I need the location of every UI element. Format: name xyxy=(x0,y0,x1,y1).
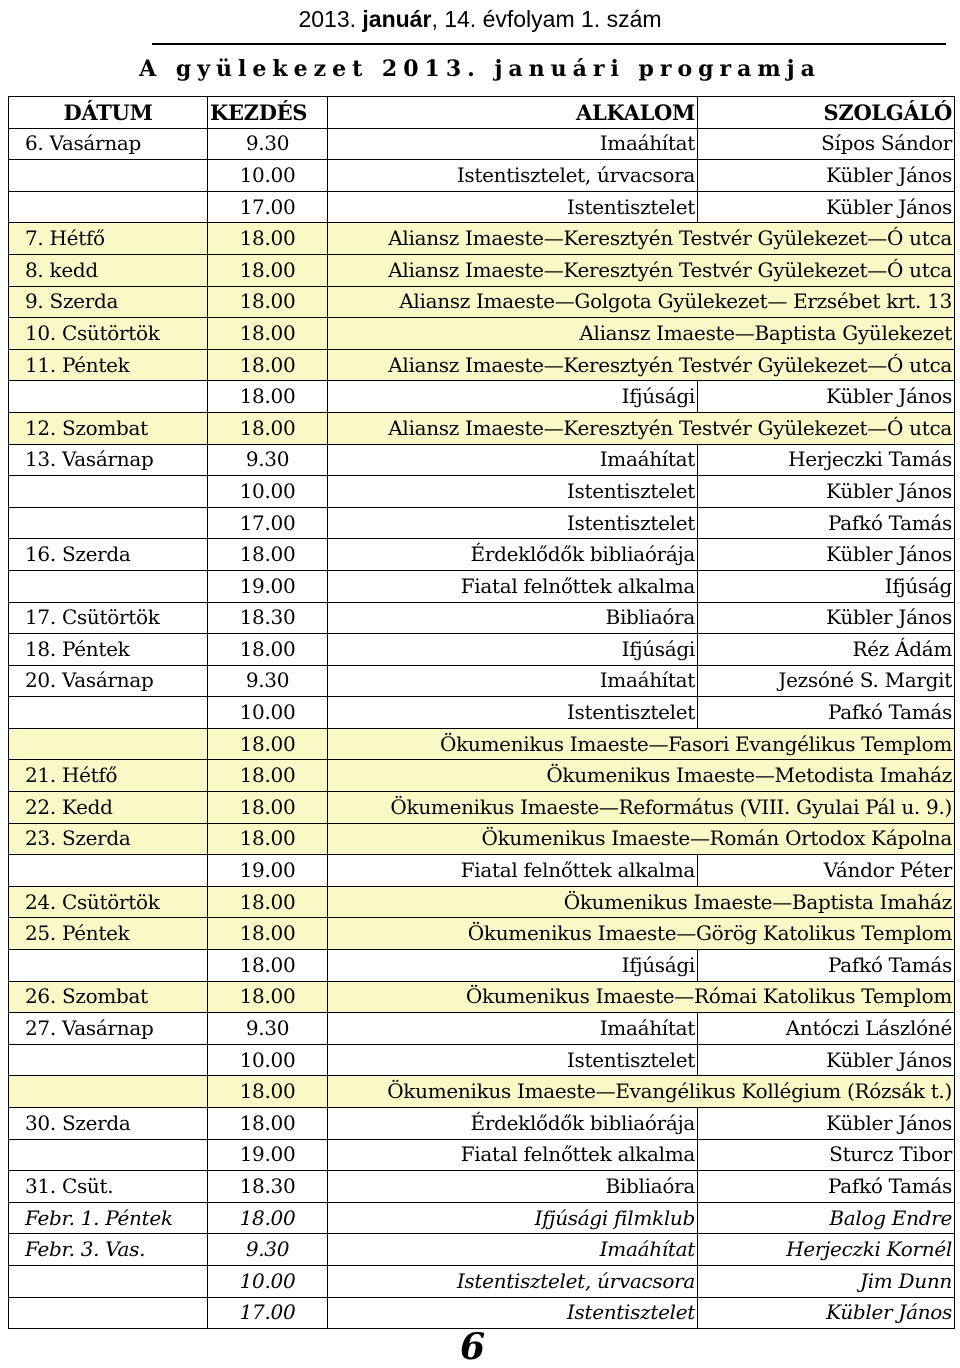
server-cell: Kübler János xyxy=(698,191,955,223)
server-cell: Herjeczki Kornél xyxy=(698,1234,955,1266)
event-cell: Ökumenikus Imaeste—Görög Katolikus Templom xyxy=(328,918,955,950)
date-cell: 11. Péntek xyxy=(9,349,208,381)
event-cell: Imaáhítat xyxy=(328,1234,698,1266)
date-cell xyxy=(9,507,208,539)
table-row xyxy=(9,1234,955,1266)
date-cell xyxy=(9,728,208,760)
date-cell: Febr. 1. Péntek xyxy=(9,1202,208,1234)
start-time-cell: 10.00 xyxy=(208,1044,328,1076)
date-cell: 8. kedd xyxy=(9,254,208,286)
start-time-cell: 18.00 xyxy=(208,1076,328,1108)
event-cell: Aliansz Imaeste—Keresztyén Testvér Gyülekezet—Ó utca xyxy=(328,223,955,255)
event-cell: Ökumenikus Imaeste—Római Katolikus Templom xyxy=(328,981,955,1013)
server-cell: Jim Dunn xyxy=(698,1265,955,1297)
date-cell xyxy=(9,950,208,982)
event-cell: Ökumenikus Imaeste—Fasori Evangélikus Templom xyxy=(328,728,955,760)
table-row xyxy=(9,602,955,634)
event-cell: Ifjúsági filmklub xyxy=(328,1202,698,1234)
server-cell: Pafkó Tamás xyxy=(698,950,955,982)
table-row xyxy=(9,286,955,318)
start-time-cell: 10.00 xyxy=(208,1265,328,1297)
start-time-cell: 9.30 xyxy=(208,444,328,476)
date-cell xyxy=(9,1139,208,1171)
event-cell: Fiatal felnőttek alkalma xyxy=(328,855,698,887)
start-time-cell: 17.00 xyxy=(208,507,328,539)
date-cell xyxy=(9,1076,208,1108)
start-time-cell: 18.00 xyxy=(208,1108,328,1140)
event-cell: Aliansz Imaeste—Golgota Gyülekezet— Erzsébet krt. 13 xyxy=(328,286,955,318)
date-cell xyxy=(9,570,208,602)
event-cell: Istentisztelet xyxy=(328,1297,698,1329)
start-time-cell: 18.00 xyxy=(208,981,328,1013)
date-cell: 26. Szombat xyxy=(9,981,208,1013)
event-cell: Istentisztelet, úrvacsora xyxy=(328,160,698,192)
date-cell: 10. Csütörtök xyxy=(9,318,208,350)
table-row xyxy=(9,1076,955,1108)
date-cell xyxy=(9,191,208,223)
date-cell: 22. Kedd xyxy=(9,792,208,824)
table-row xyxy=(9,1044,955,1076)
table-row xyxy=(9,1171,955,1203)
start-time-cell: 17.00 xyxy=(208,1297,328,1329)
date-cell xyxy=(9,381,208,413)
date-cell: 21. Hétfő xyxy=(9,760,208,792)
start-time-cell: 18.00 xyxy=(208,349,328,381)
event-cell: Istentisztelet xyxy=(328,697,698,729)
date-cell: 27. Vasárnap xyxy=(9,1013,208,1045)
server-cell: Jezsóné S. Margit xyxy=(698,665,955,697)
event-cell: Istentisztelet xyxy=(328,191,698,223)
event-cell: Ökumenikus Imaeste—Metodista Imaház xyxy=(328,760,955,792)
event-cell: Bibliaóra xyxy=(328,602,698,634)
event-cell: Ifjúsági xyxy=(328,381,698,413)
server-cell: Kübler János xyxy=(698,476,955,508)
event-cell: Érdeklődők bibliaórája xyxy=(328,539,698,571)
table-row xyxy=(9,1202,955,1234)
start-time-cell: 18.00 xyxy=(208,318,328,350)
start-time-cell: 18.00 xyxy=(208,223,328,255)
column-header-server: SZOLGÁLÓ xyxy=(698,97,955,129)
date-cell: Febr. 3. Vas. xyxy=(9,1234,208,1266)
date-cell: 31. Csüt. xyxy=(9,1171,208,1203)
date-cell: 16. Szerda xyxy=(9,539,208,571)
start-time-cell: 18.00 xyxy=(208,286,328,318)
start-time-cell: 18.00 xyxy=(208,792,328,824)
event-cell: Fiatal felnőttek alkalma xyxy=(328,570,698,602)
table-row xyxy=(9,665,955,697)
table-row xyxy=(9,1139,955,1171)
table-row xyxy=(9,539,955,571)
date-cell: 17. Csütörtök xyxy=(9,602,208,634)
date-cell: 24. Csütörtök xyxy=(9,886,208,918)
server-cell: Pafkó Tamás xyxy=(698,697,955,729)
event-cell: Imaáhítat xyxy=(328,128,698,160)
event-cell: Istentisztelet xyxy=(328,1044,698,1076)
table-row xyxy=(9,855,955,887)
date-cell: 18. Péntek xyxy=(9,634,208,666)
event-cell: Ifjúsági xyxy=(328,950,698,982)
event-cell: Ökumenikus Imaeste—Román Ortodox Kápolna xyxy=(328,823,955,855)
date-cell xyxy=(9,1297,208,1329)
event-cell: Imaáhítat xyxy=(328,1013,698,1045)
table-row xyxy=(9,507,955,539)
date-cell xyxy=(9,855,208,887)
schedule-rows xyxy=(9,128,955,1329)
server-cell: Balog Endre xyxy=(698,1202,955,1234)
event-cell: Istentisztelet xyxy=(328,476,698,508)
page-number: 6 xyxy=(460,1326,486,1368)
table-row xyxy=(9,823,955,855)
start-time-cell: 19.00 xyxy=(208,855,328,887)
start-time-cell: 18.00 xyxy=(208,760,328,792)
event-cell: Aliansz Imaeste—Keresztyén Testvér Gyülekezet—Ó utca xyxy=(328,349,955,381)
start-time-cell: 18.00 xyxy=(208,950,328,982)
date-cell xyxy=(9,697,208,729)
table-row xyxy=(9,381,955,413)
start-time-cell: 18.00 xyxy=(208,918,328,950)
event-cell: Bibliaóra xyxy=(328,1171,698,1203)
table-row xyxy=(9,570,955,602)
start-time-cell: 18.00 xyxy=(208,823,328,855)
start-time-cell: 10.00 xyxy=(208,160,328,192)
header-rule xyxy=(152,43,946,45)
table-row xyxy=(9,886,955,918)
date-cell xyxy=(9,476,208,508)
event-cell: Ökumenikus Imaeste—Baptista Imaház xyxy=(328,886,955,918)
start-time-cell: 18.00 xyxy=(208,1202,328,1234)
event-cell: Aliansz Imaeste—Keresztyén Testvér Gyülekezet—Ó utca xyxy=(328,412,955,444)
start-time-cell: 9.30 xyxy=(208,128,328,160)
table-row xyxy=(9,918,955,950)
start-time-cell: 10.00 xyxy=(208,476,328,508)
schedule-table xyxy=(8,96,955,1329)
server-cell: Pafkó Tamás xyxy=(698,507,955,539)
server-cell: Kübler János xyxy=(698,1297,955,1329)
date-cell xyxy=(9,160,208,192)
table-row xyxy=(9,349,955,381)
date-cell xyxy=(9,1265,208,1297)
server-cell: Pafkó Tamás xyxy=(698,1171,955,1203)
table-row xyxy=(9,254,955,286)
date-cell: 20. Vasárnap xyxy=(9,665,208,697)
server-cell: Kübler János xyxy=(698,602,955,634)
table-row xyxy=(9,950,955,982)
table-row xyxy=(9,160,955,192)
start-time-cell: 18.00 xyxy=(208,886,328,918)
column-header-event: ALKALOM xyxy=(328,97,698,129)
event-cell: Aliansz Imaeste—Baptista Gyülekezet xyxy=(328,318,955,350)
column-header-date: DÁTUM xyxy=(9,97,208,129)
date-cell: 23. Szerda xyxy=(9,823,208,855)
server-cell: Vándor Péter xyxy=(698,855,955,887)
table-row xyxy=(9,697,955,729)
start-time-cell: 18.00 xyxy=(208,539,328,571)
start-time-cell: 17.00 xyxy=(208,191,328,223)
event-cell: Imaáhítat xyxy=(328,665,698,697)
start-time-cell: 18.00 xyxy=(208,254,328,286)
date-cell xyxy=(9,1044,208,1076)
table-row xyxy=(9,318,955,350)
table-row xyxy=(9,1265,955,1297)
table-row xyxy=(9,1297,955,1329)
server-cell: Herjeczki Tamás xyxy=(698,444,955,476)
event-cell: Istentisztelet, úrvacsora xyxy=(328,1265,698,1297)
start-time-cell: 18.00 xyxy=(208,634,328,666)
event-cell: Istentisztelet xyxy=(328,507,698,539)
start-time-cell: 18.30 xyxy=(208,1171,328,1203)
event-cell: Érdeklődők bibliaórája xyxy=(328,1108,698,1140)
issue-year: 2013. xyxy=(298,6,357,32)
start-time-cell: 9.30 xyxy=(208,1013,328,1045)
date-cell: 30. Szerda xyxy=(9,1108,208,1140)
issue-header xyxy=(0,6,960,33)
server-cell: Ifjúság xyxy=(698,570,955,602)
server-cell: Kübler János xyxy=(698,160,955,192)
start-time-cell: 18.00 xyxy=(208,381,328,413)
date-cell: 9. Szerda xyxy=(9,286,208,318)
table-row xyxy=(9,728,955,760)
page-title: A gyülekezet 2013. januári programja xyxy=(139,56,821,82)
table-row xyxy=(9,792,955,824)
date-cell: 13. Vasárnap xyxy=(9,444,208,476)
issue-details: , 14. évfolyam 1. szám xyxy=(431,6,662,32)
server-cell: Sípos Sándor xyxy=(698,128,955,160)
table-row xyxy=(9,634,955,666)
start-time-cell: 10.00 xyxy=(208,697,328,729)
server-cell: Sturcz Tibor xyxy=(698,1139,955,1171)
start-time-cell: 9.30 xyxy=(208,1234,328,1266)
server-cell: Kübler János xyxy=(698,539,955,571)
table-header-row xyxy=(9,97,955,129)
start-time-cell: 9.30 xyxy=(208,665,328,697)
table-row xyxy=(9,412,955,444)
table-row xyxy=(9,981,955,1013)
event-cell: Imaáhítat xyxy=(328,444,698,476)
event-cell: Ifjúsági xyxy=(328,634,698,666)
table-row xyxy=(9,223,955,255)
event-cell: Ökumenikus Imaeste—Evangélikus Kollégium (Rózsák t.) xyxy=(328,1076,955,1108)
server-cell: Kübler János xyxy=(698,1108,955,1140)
date-cell: 6. Vasárnap xyxy=(9,128,208,160)
start-time-cell: 18.30 xyxy=(208,602,328,634)
column-header-start: KEZDÉS xyxy=(208,97,328,129)
server-cell: Antóczi Lászlóné xyxy=(698,1013,955,1045)
event-cell: Ökumenikus Imaeste—Református (VIII. Gyulai Pál u. 9.) xyxy=(328,792,955,824)
issue-month: január xyxy=(362,6,432,32)
table-row xyxy=(9,444,955,476)
table-row xyxy=(9,128,955,160)
event-cell: Aliansz Imaeste—Keresztyén Testvér Gyülekezet—Ó utca xyxy=(328,254,955,286)
table-row xyxy=(9,760,955,792)
start-time-cell: 19.00 xyxy=(208,1139,328,1171)
date-cell: 25. Péntek xyxy=(9,918,208,950)
server-cell: Kübler János xyxy=(698,381,955,413)
server-cell: Réz Ádám xyxy=(698,634,955,666)
start-time-cell: 19.00 xyxy=(208,570,328,602)
start-time-cell: 18.00 xyxy=(208,412,328,444)
table-row xyxy=(9,1013,955,1045)
table-row xyxy=(9,1108,955,1140)
date-cell: 7. Hétfő xyxy=(9,223,208,255)
start-time-cell: 18.00 xyxy=(208,728,328,760)
date-cell: 12. Szombat xyxy=(9,412,208,444)
table-row xyxy=(9,191,955,223)
server-cell: Kübler János xyxy=(698,1044,955,1076)
table-row xyxy=(9,476,955,508)
event-cell: Fiatal felnőttek alkalma xyxy=(328,1139,698,1171)
